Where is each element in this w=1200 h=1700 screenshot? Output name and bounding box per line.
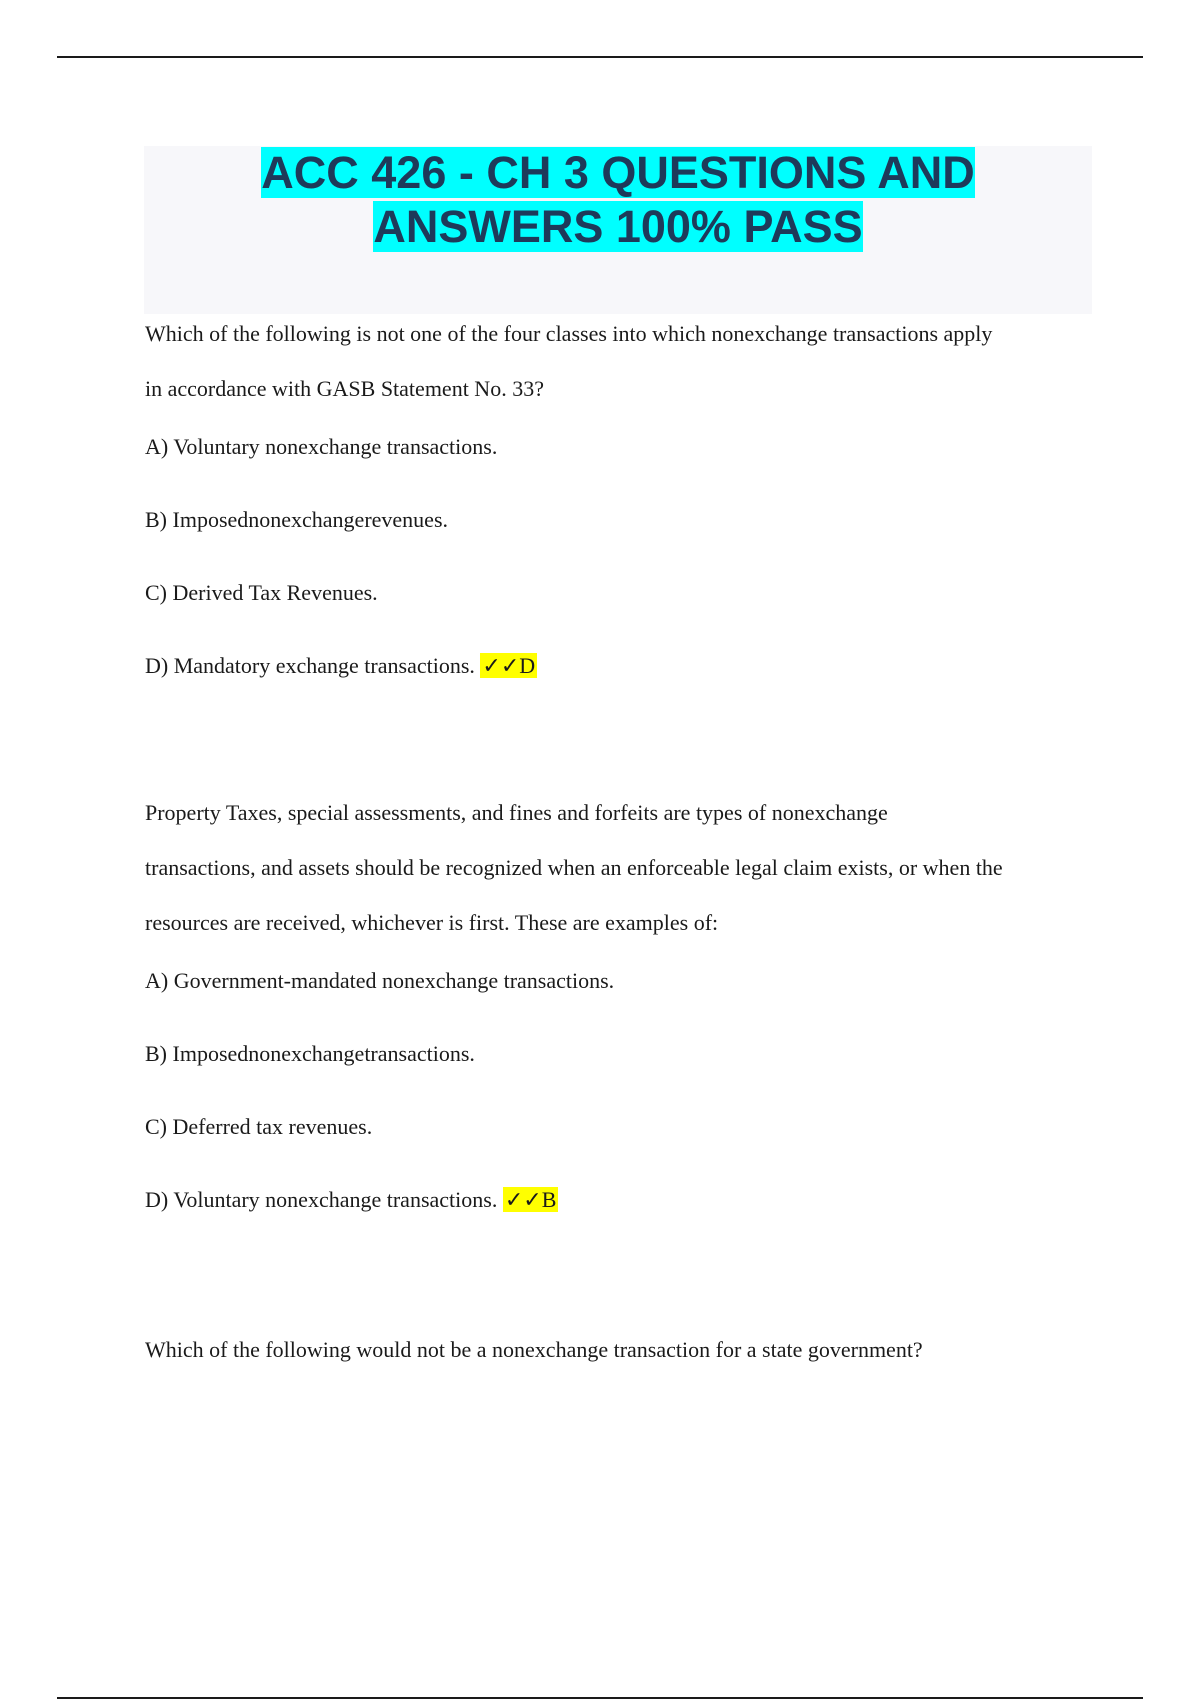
questions-content — [145, 306, 1095, 1377]
question-line: resources are received, whichever is first. These are examples of: — [145, 910, 719, 935]
document-title-line-1: ACC 426 - CH 3 QUESTIONS AND — [261, 147, 975, 198]
answer-option-c: C) Deferred tax revenues. — [145, 1114, 373, 1139]
answer-option-b: B) Imposednonexchangetransactions. — [145, 1041, 475, 1066]
correct-answer-marker: ✓✓D — [482, 653, 536, 678]
question-text — [145, 1322, 1095, 1377]
question-text — [145, 306, 1095, 416]
document-title — [144, 146, 1092, 254]
question-line: in accordance with GASB Statement No. 33? — [145, 376, 544, 401]
question-text — [145, 785, 1095, 950]
page-bottom-rule — [57, 1697, 1143, 1699]
block-spacer — [145, 681, 1095, 785]
answer-options — [145, 966, 1095, 1215]
answer-option-d — [145, 1185, 1095, 1215]
question-block-1 — [145, 306, 1095, 681]
question-block-3 — [145, 1322, 1095, 1377]
question-line: transactions, and assets should be recognized when an enforceable legal claim exists, or when the — [145, 855, 1003, 880]
answer-option-d-text: D) Voluntary nonexchange transactions. — [145, 1187, 498, 1212]
question-line: Which of the following is not one of the four classes into which nonexchange transactions apply — [145, 321, 993, 346]
question-line: Which of the following would not be a nonexchange transaction for a state government? — [145, 1337, 923, 1362]
answer-option-d — [145, 651, 1095, 681]
answer-option-c: C) Derived Tax Revenues. — [145, 580, 378, 605]
block-spacer — [145, 1215, 1095, 1322]
page-top-rule — [57, 56, 1143, 58]
answer-option-a: A) Voluntary nonexchange transactions. — [145, 434, 498, 459]
correct-answer-marker: ✓✓B — [504, 1187, 557, 1212]
answer-option-a: A) Government-mandated nonexchange transactions. — [145, 968, 615, 993]
question-block-2 — [145, 785, 1095, 1215]
document-title-line-2: ANSWERS 100% PASS — [373, 201, 863, 252]
answer-options — [145, 432, 1095, 681]
question-line: Property Taxes, special assessments, and fines and forfeits are types of nonexchange — [145, 800, 888, 825]
answer-option-b: B) Imposednonexchangerevenues. — [145, 507, 449, 532]
answer-option-d-text: D) Mandatory exchange transactions. — [145, 653, 475, 678]
